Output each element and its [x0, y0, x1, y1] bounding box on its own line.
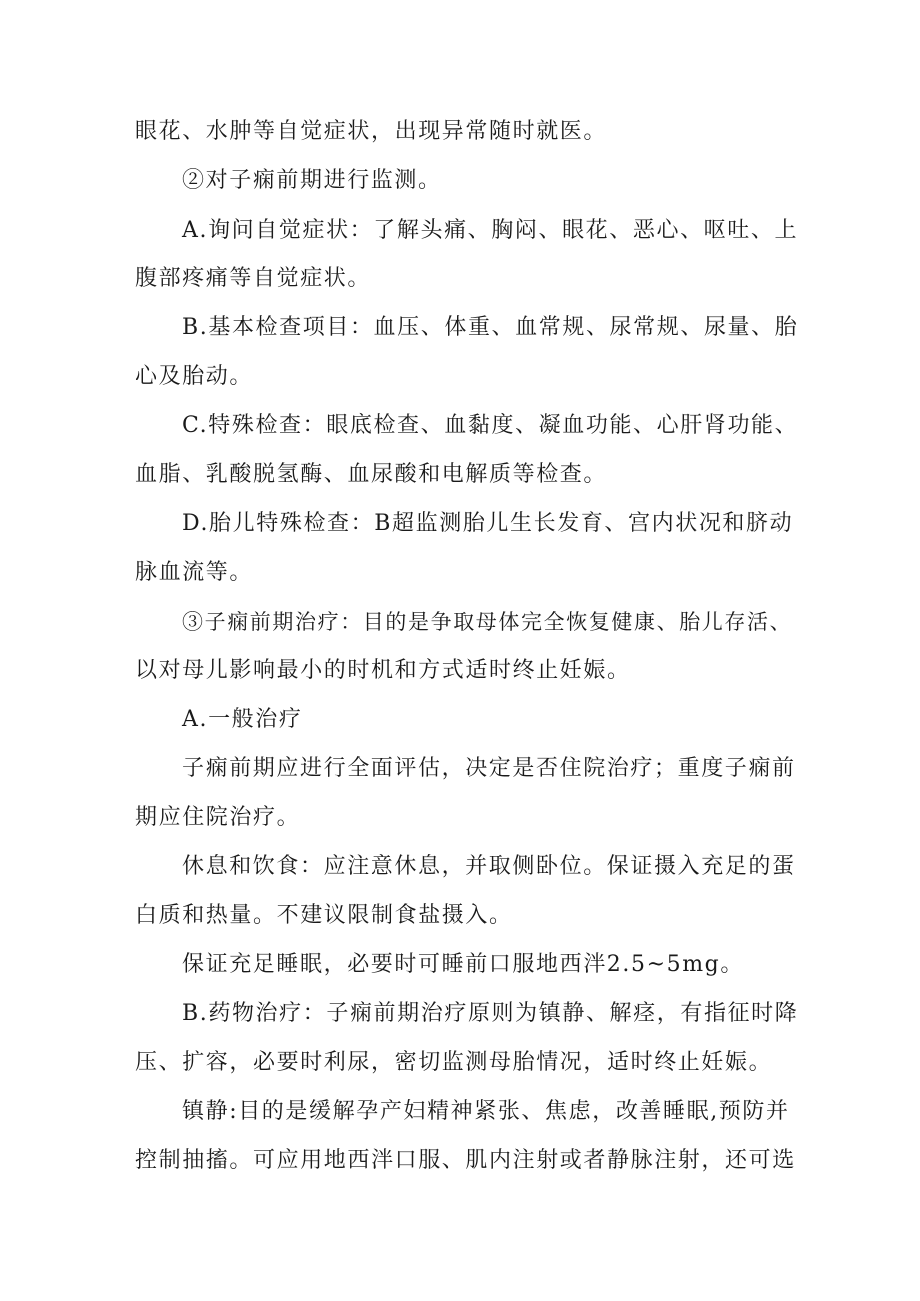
- text-line-17: 白质和热量。不建议限制食盐摄入。: [135, 903, 513, 928]
- text-line-22: 控制抽搐。可应用地西泮口服、肌内注射或者静脉注射，还可选: [135, 1148, 796, 1173]
- text-line-7: C.特殊检查：眼底检查、血黏度、凝血功能、心肝肾功能、: [182, 413, 799, 438]
- text-line-12: 以对母儿影响最小的时机和方式适时终止妊娠。: [135, 658, 631, 683]
- text-line-4: 腹部疼痛等自觉症状。: [135, 266, 372, 291]
- text-line-2: ②对子痫前期进行监测。: [182, 168, 442, 193]
- text-line-8: 血脂、乳酸脱氢酶、血尿酸和电解质等检查。: [135, 462, 608, 487]
- text-line-20: 压、扩容，必要时利尿，密切监测母胎情况，适时终止妊娠。: [135, 1050, 773, 1075]
- text-line-21: 镇静:目的是缓解孕产妇精神紧张、焦虑，改善睡眠,预防并: [182, 1099, 790, 1124]
- text-line-15: 期应住院治疗。: [135, 805, 301, 830]
- text-line-5: B.基本检查项目：血压、体重、血常规、尿常规、尿量、胎: [182, 315, 799, 340]
- text-line-14: 子痫前期应进行全面评估，决定是否住院治疗；重度子痫前: [182, 756, 796, 781]
- text-line-6: 心及胎动。: [135, 364, 254, 389]
- text-line-10: 脉血流等。: [135, 560, 254, 585]
- text-line-3: A.询问自觉症状：了解头痛、胸闷、眼花、恶心、呕吐、上: [182, 218, 799, 243]
- text-line-9: D.胎儿特殊检查：B超监测胎儿生长发育、宫内状况和脐动: [182, 511, 794, 536]
- text-line-18: 保证充足睡眠，必要时可睡前口服地西泮2.5~5mg。: [182, 952, 744, 977]
- text-line-13: A.一般治疗: [182, 707, 303, 732]
- text-line-19: B.药物治疗：子痫前期治疗原则为镇静、解痉，有指征时降: [182, 1001, 799, 1026]
- text-line-11: ③子痫前期治疗：目的是争取母体完全恢复健康、胎儿存活、: [182, 610, 793, 634]
- text-line-1: 眼花、水肿等自觉症状，出现异常随时就医。: [135, 119, 608, 144]
- text-line-16: 休息和饮食：应注意休息，并取侧卧位。保证摄入充足的蛋: [182, 854, 796, 879]
